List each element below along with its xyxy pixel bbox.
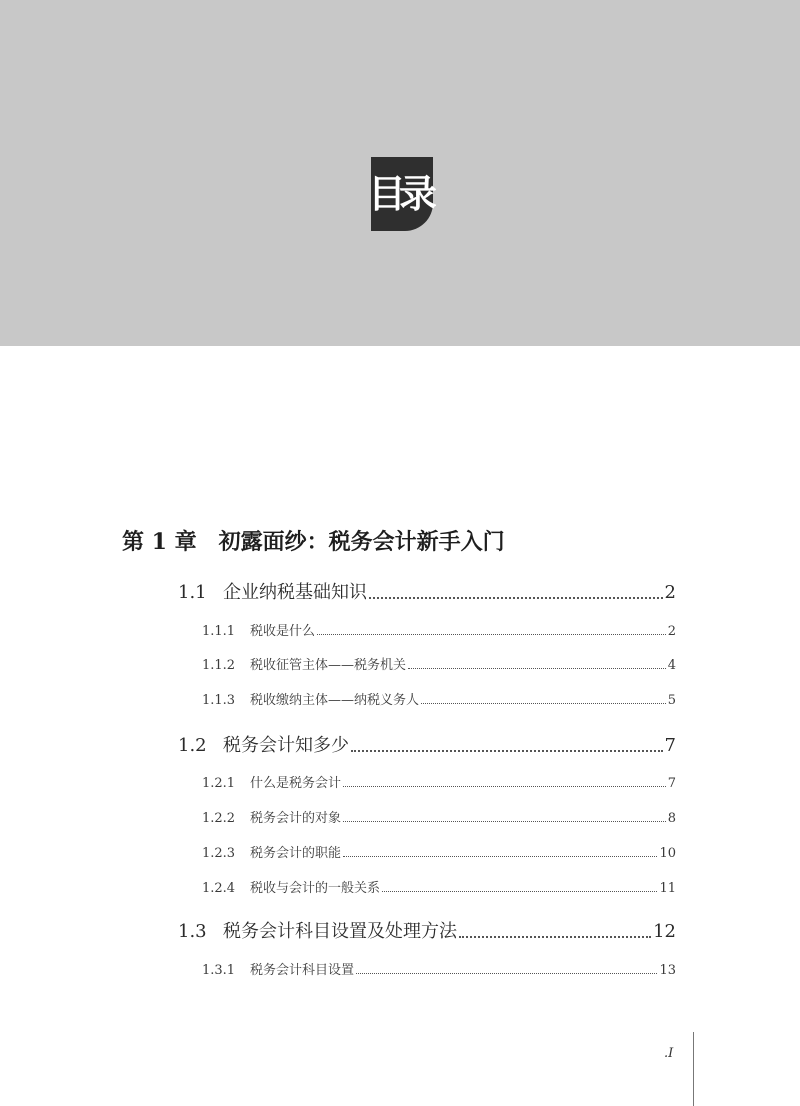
toc-title: 税务会计科目设置及处理方法 [223,921,457,942]
toc-subsection-1-1-2[interactable] [202,654,676,673]
dot-leader [459,934,651,938]
toc-page-number: 4 [667,658,676,673]
toc-title: 税务会计的职能 [250,846,342,861]
toc-page-number: 11 [659,881,676,896]
dot-leader [382,889,657,892]
toc-number: 1.2.4 [202,881,236,896]
toc-subsection-1-3-1[interactable] [202,959,676,978]
dot-leader [369,595,663,599]
dot-leader [343,819,666,822]
toc-number: 1.2 [178,735,207,756]
toc-subsection-1-2-2[interactable] [202,807,676,826]
dot-leader [408,666,666,669]
toc-number: 1.3 [178,921,207,942]
page-folio: .I [664,1046,674,1061]
chapter-title: 初露面纱：税务会计新手入门 [218,529,505,555]
toc-section-1-3[interactable] [178,917,676,943]
dot-leader [421,701,666,704]
footer-divider [693,1032,694,1106]
toc-title: 税务会计知多少 [223,735,349,756]
contents-logo-text: 目录 [367,172,430,216]
toc-page-number: 2 [667,624,676,639]
chapter-heading[interactable] [122,525,505,556]
toc-subsection-1-2-3[interactable] [202,842,676,861]
toc-title: 税收征管主体——税务机关 [250,658,407,673]
toc-title: 税务会计科目设置 [250,963,355,978]
toc-number: 1.1.2 [202,658,236,673]
toc-page-number: 2 [664,582,676,603]
dot-leader [317,632,666,635]
toc-subsection-1-1-1[interactable] [202,620,676,639]
toc-number: 1.1.1 [202,624,236,639]
toc-title: 税收与会计的一般关系 [250,881,381,896]
toc-number: 1.3.1 [202,963,236,978]
toc-subsection-1-1-3[interactable] [202,689,676,708]
dot-leader [351,748,663,752]
toc-subsection-1-2-4[interactable] [202,877,676,896]
toc-title: 税收缴纳主体——纳税义务人 [250,693,420,708]
toc-page-number: 8 [667,811,676,826]
toc-number: 1.1 [178,582,207,603]
toc-page-number: 7 [667,776,676,791]
chapter-number: 第 1 章 [122,529,197,555]
toc-page-number: 12 [653,921,676,942]
toc-page-number: 7 [664,735,676,756]
toc-number: 1.2.3 [202,846,236,861]
contents-logo [367,157,433,231]
toc-page-number: 5 [667,693,676,708]
header-band [0,0,800,346]
toc-subsection-1-2-1[interactable] [202,772,676,791]
toc-title: 税务会计的对象 [250,811,342,826]
toc-page-number: 10 [659,846,676,861]
toc-number: 1.2.2 [202,811,236,826]
toc-number: 1.2.1 [202,776,236,791]
toc-title: 税收是什么 [250,624,316,639]
dot-leader [356,971,657,974]
toc-number: 1.1.3 [202,693,236,708]
dot-leader [343,854,657,857]
toc-section-1-2[interactable] [178,731,676,757]
toc-page-number: 13 [659,963,676,978]
toc-title: 什么是税务会计 [250,776,342,791]
dot-leader [343,784,666,787]
toc-section-1-1[interactable] [178,578,676,604]
toc-title: 企业纳税基础知识 [223,582,367,603]
